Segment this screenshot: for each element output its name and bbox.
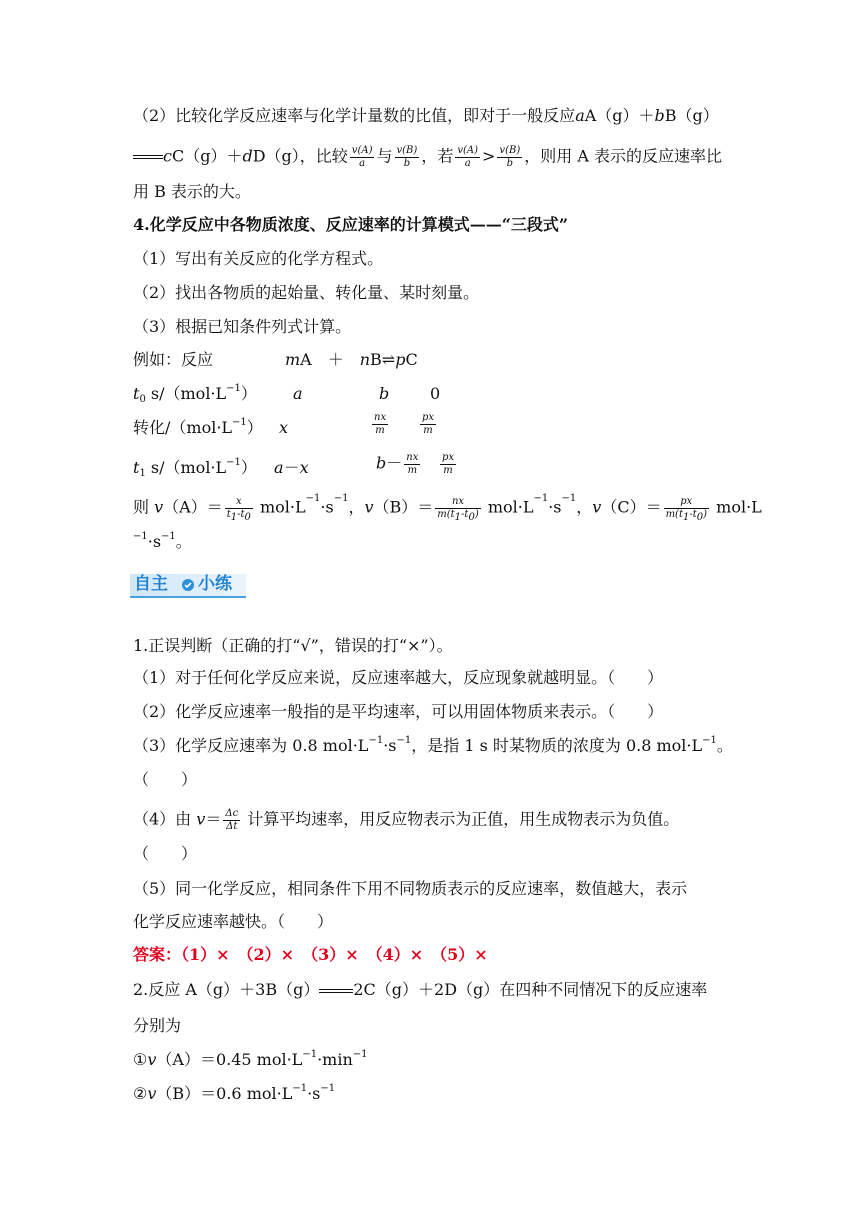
question-3-paren: （ ）: [133, 770, 198, 789]
question-4: （4）由 v＝ $\frac{\Delta c}{\Delta t}$ 计算平均速率，用反应物表示为正值，用生成物表示为负值。: [133, 808, 680, 832]
row-t0-label: $t_0$ $s/(mol\cdot L^{-1})$: [133, 383, 257, 405]
question-5-line-2: 化学反应速率越快。（ ）: [133, 912, 334, 931]
step-1: （1）写出有关反应的化学方程式。: [133, 249, 384, 268]
rate-formulas: 则 v（A）＝ $\frac{x}{t_1-t_0}$ $mol\cdot L^{-1}\cdot s^{-1}$，v（B）＝ $\frac{nx}{m(t_1-t_0)}$ $mol\cdot L^{-1}\cdot s^{-1}$，v（C）＝ $\frac{px}{m(t_1-t_0)}$ mol·L: [133, 493, 762, 523]
exercise-2-title: 2.反应 A（g）＋3B（g） 2C（g）＋2D（g）在四种不同情况下的反应速率: [133, 980, 708, 999]
question-4-paren: （ ）: [133, 844, 198, 863]
question-5-line-1: （5）同一化学反应，相同条件下用不同物质表示的反应速率，数值越大，表示: [133, 879, 688, 898]
example-label: 例如：反应: [133, 350, 214, 369]
question-2: （2）化学反应速率一般指的是平均速率，可以用固体物质来表示。（ ）: [133, 702, 664, 721]
step-2: （2）找出各物质的起始量、转化量、某时刻量。: [133, 283, 480, 302]
banner-right-text: 小练: [198, 574, 232, 594]
rate-1: ①v（A）＝0.45 $mol\cdot L^{-1}\cdot\min^{-1}$: [133, 1049, 368, 1069]
exercise-1-title: 1.正误判断（正确的打“√”，错误的打“×”）。: [133, 636, 453, 655]
question-3: （3）化学反应速率为 0.8 $mol\cdot L^{-1}\cdot s^{-1}$，是指 1 s 时某物质的浓度为 0.8 $mol\cdot L^{-1}$。: [133, 735, 733, 755]
banner-left-text: 自主: [134, 574, 168, 594]
exercise-2-title-cont: 分别为: [133, 1016, 182, 1035]
row-conv-label: 转化$/(mol\cdot L^{-1})$: [133, 417, 263, 437]
rate-2: ②v（B）＝0.6 $mol\cdot L^{-1}\cdot s^{-1}$: [133, 1083, 336, 1103]
step-3: （3）根据已知条件列式计算。: [133, 317, 352, 336]
self-practice-banner: [130, 572, 246, 599]
equals-long-sign: [319, 989, 353, 993]
intro-line-1: （2）比较化学反应速率与化学计量数的比值，即对于一般反应aA（g）＋bB（g）: [133, 106, 719, 125]
reaction-equation: mA ＋ nB⇌pC: [285, 350, 418, 369]
intro-line-3: 用 B 表示的大。: [133, 182, 251, 201]
fraction-va-a: $\frac{v(A)}{a}$: [351, 145, 373, 169]
answer-line: 答案：（1）× （2）× （3）× （4）× （5）×: [133, 945, 488, 964]
intro-line-2: cC（g）＋dD（g），比较 $\frac{v(A)}{a}$ 与 $\frac{v(B)}{b}$ ，若 $\frac{v(A)}{a}$ > $\frac{v(B)}{b}$ ，则用 A 表示的反应速率比: [133, 145, 722, 169]
row-t1-label: $t_1$ $s/(mol\cdot L^{-1})$: [133, 457, 257, 479]
rate-formulas-cont: $^{-1}\cdot s^{-1}$。: [133, 531, 192, 551]
section-4-title: 4.化学反应中各物质浓度、反应速率的计算模式——“三段式”: [133, 215, 569, 234]
equals-long-sign: [133, 155, 163, 159]
fraction-vb-b: $\frac{v(B)}{b}$: [396, 145, 418, 169]
question-1: （1）对于任何化学反应来说，反应速率越大，反应现象就越明显。（ ）: [133, 668, 664, 687]
